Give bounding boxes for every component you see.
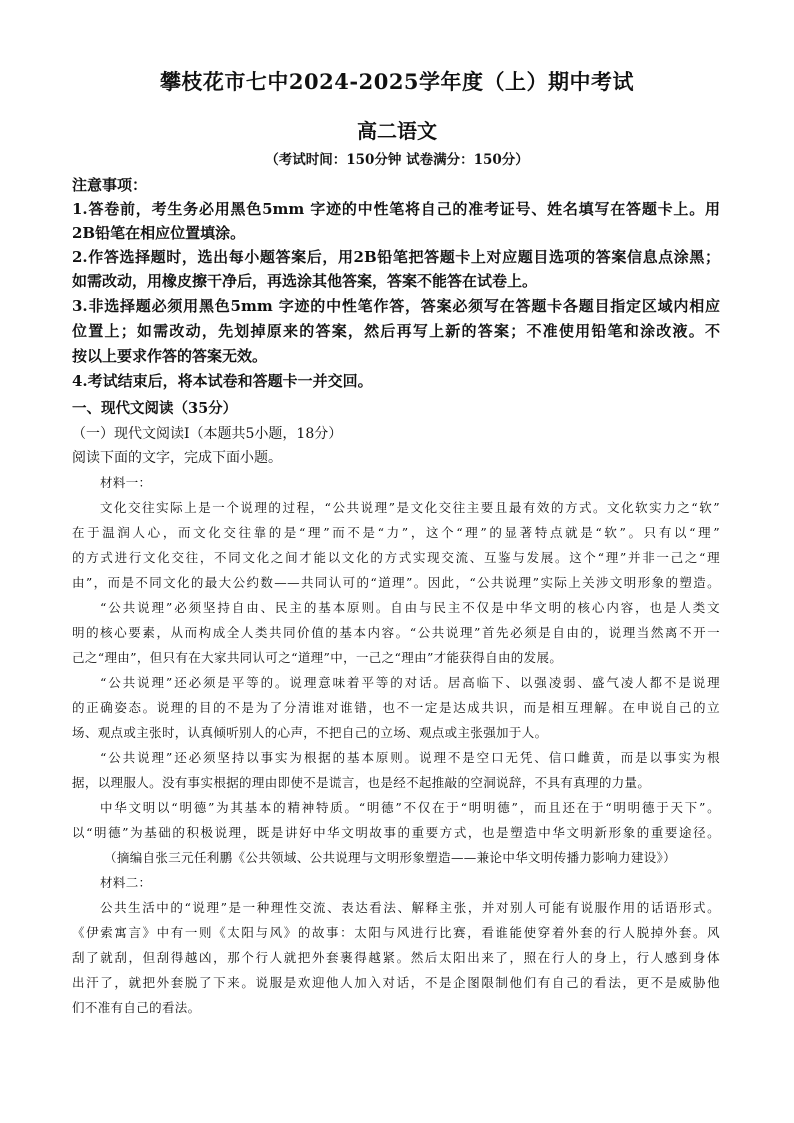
passage-line: 公共生活中的“说理”是一种理性交流、表达看法、解释主张，并对别人可能有说服作用的话语形式。	[100, 900, 720, 915]
passage-line: 出汗了，就把外套脱了下来。说服是欢迎他人加入对话，不是企图限制他们有自己的看法，更不是威胁他	[72, 975, 720, 990]
notice-line: 3.非选择题必须用黑色5mm 字迹的中性笔作答，答案必须写在答题卡各题目指定区域内相应	[72, 297, 720, 315]
passage-line: 们不准有自己的看法。	[72, 1000, 201, 1015]
passage-line: 的方式进行文化交往，不同文化之间才能以文化的方式实现交流、互鉴与发展。这个“理”并非一己之“理	[72, 550, 720, 565]
reading-instruction: 阅读下面的文字，完成下面小题。	[72, 450, 282, 466]
exam-title: 攀枝花市七中2024-2025学年度（上）期中考试	[159, 69, 635, 94]
notice-line: 位置上；如需改动，先划掉原来的答案，然后再写上新的答案；不准使用铅笔和涂改液。不	[72, 322, 720, 340]
notice-line: 2B铅笔在相应位置填涂。	[72, 224, 246, 242]
passage-line: 中华文明以“明德”为其基本的精神特质。“明德”不仅在于“明明德”，而且还在于“明明德于天下”。	[100, 800, 720, 815]
passage-line: “公共说理”必须坚持自由、民主的基本原则。自由与民主不仅是中华文明的核心内容，也是人类文	[100, 600, 720, 615]
passage-line: 《伊索寓言》中有一则《太阳与风》的故事：太阳与风进行比赛，看谁能使穿着外套的行人脱掉外套。风	[72, 925, 720, 940]
passage-line: 的正确姿态。说理的目的不是为了分清谁对谁错，也不一定是达成共识，而是相互理解。在申说自己的立	[72, 700, 720, 715]
passage-line: 己之“理由”，但只有在大家共同认可之“道理”中，一己之“理由”才能获得自由的发展。	[72, 650, 563, 665]
notice-heading: 注意事项：	[72, 176, 148, 194]
passage-line: 在于温润人心，而文化交往靠的是“理”而不是“力”，这个“理”的显著特点就是“软”。只有以“理”	[72, 525, 720, 540]
material-1-label: 材料一：	[100, 475, 152, 490]
passage-line: “公共说理”还必须是平等的。说理意味着平等的对话。居高临下、以强凌弱、盛气凌人都不是说理	[100, 675, 720, 690]
notice-line: 如需改动，用橡皮擦干净后，再选涂其他答案，答案不能答在试卷上。	[72, 272, 538, 290]
material-2-label: 材料二：	[100, 875, 152, 890]
passage-line: 由”，而是不同文化的最大公约数——共同认可的“道理”。因此，“公共说理”实际上关涉文明形象的塑造。	[72, 575, 720, 590]
passage-line: 文化交往实际上是一个说理的过程，“公共说理”是文化交往主要且最有效的方式。文化软实力之“软”	[100, 500, 720, 515]
subject-title: 高二语文	[357, 119, 437, 143]
notice-line: 1.答卷前，考生务必用黑色5mm 字迹的中性笔将自己的准考证号、姓名填写在答题卡上。用	[72, 200, 720, 218]
passage-line: 以“明德”为基础的积极说理，既是讲好中华文明故事的重要方式，也是塑造中华文明新形象的重要途径。	[72, 825, 720, 840]
notice-line: 按以上要求作答的答案无效。	[72, 347, 268, 365]
passage-line: 刮了就刮，但刮得越凶，那个行人就把外套裹得越紧。然后太阳出来了，照在行人的身上，行人感到身体	[72, 950, 720, 965]
notice-line: 2.作答选择题时，选出每小题答案后，用2B铅笔把答题卡上对应题目选项的答案信息点涂黑；	[72, 248, 720, 266]
passage-line: 场、观点或主张时，认真倾听别人的心声，不把自己的立场、观点或主张强加于人。	[72, 725, 548, 740]
sub-section-heading: （一）现代文阅读Ⅰ（本题共5小题，18分）	[72, 426, 343, 442]
source-citation: （摘编自张三元任利鹏《公共领域、公共说理与文明形象塑造——兼论中华文明传播力影响力建设》）	[104, 850, 677, 865]
passage-line: 明的核心要素，从而构成全人类共同价值的基本内容。“公共说理”首先必须是自由的，说理当然离不开一	[72, 625, 720, 640]
exam-info: （考试时间：150分钟 试卷满分：150分）	[265, 152, 529, 168]
section-heading: 一、现代文阅读（35分）	[72, 400, 238, 417]
passage-line: “公共说理”还必须坚持以事实为根据的基本原则。说理不是空口无凭、信口雌黄，而是以事实为根	[100, 750, 720, 765]
notice-line: 4.考试结束后，将本试卷和答题卡一并交回。	[72, 372, 373, 390]
passage-line: 据，以理服人。没有事实根据的理由即使不是谎言，也是经不起推敲的空洞说辞，不具有真理的力量。	[72, 775, 651, 790]
